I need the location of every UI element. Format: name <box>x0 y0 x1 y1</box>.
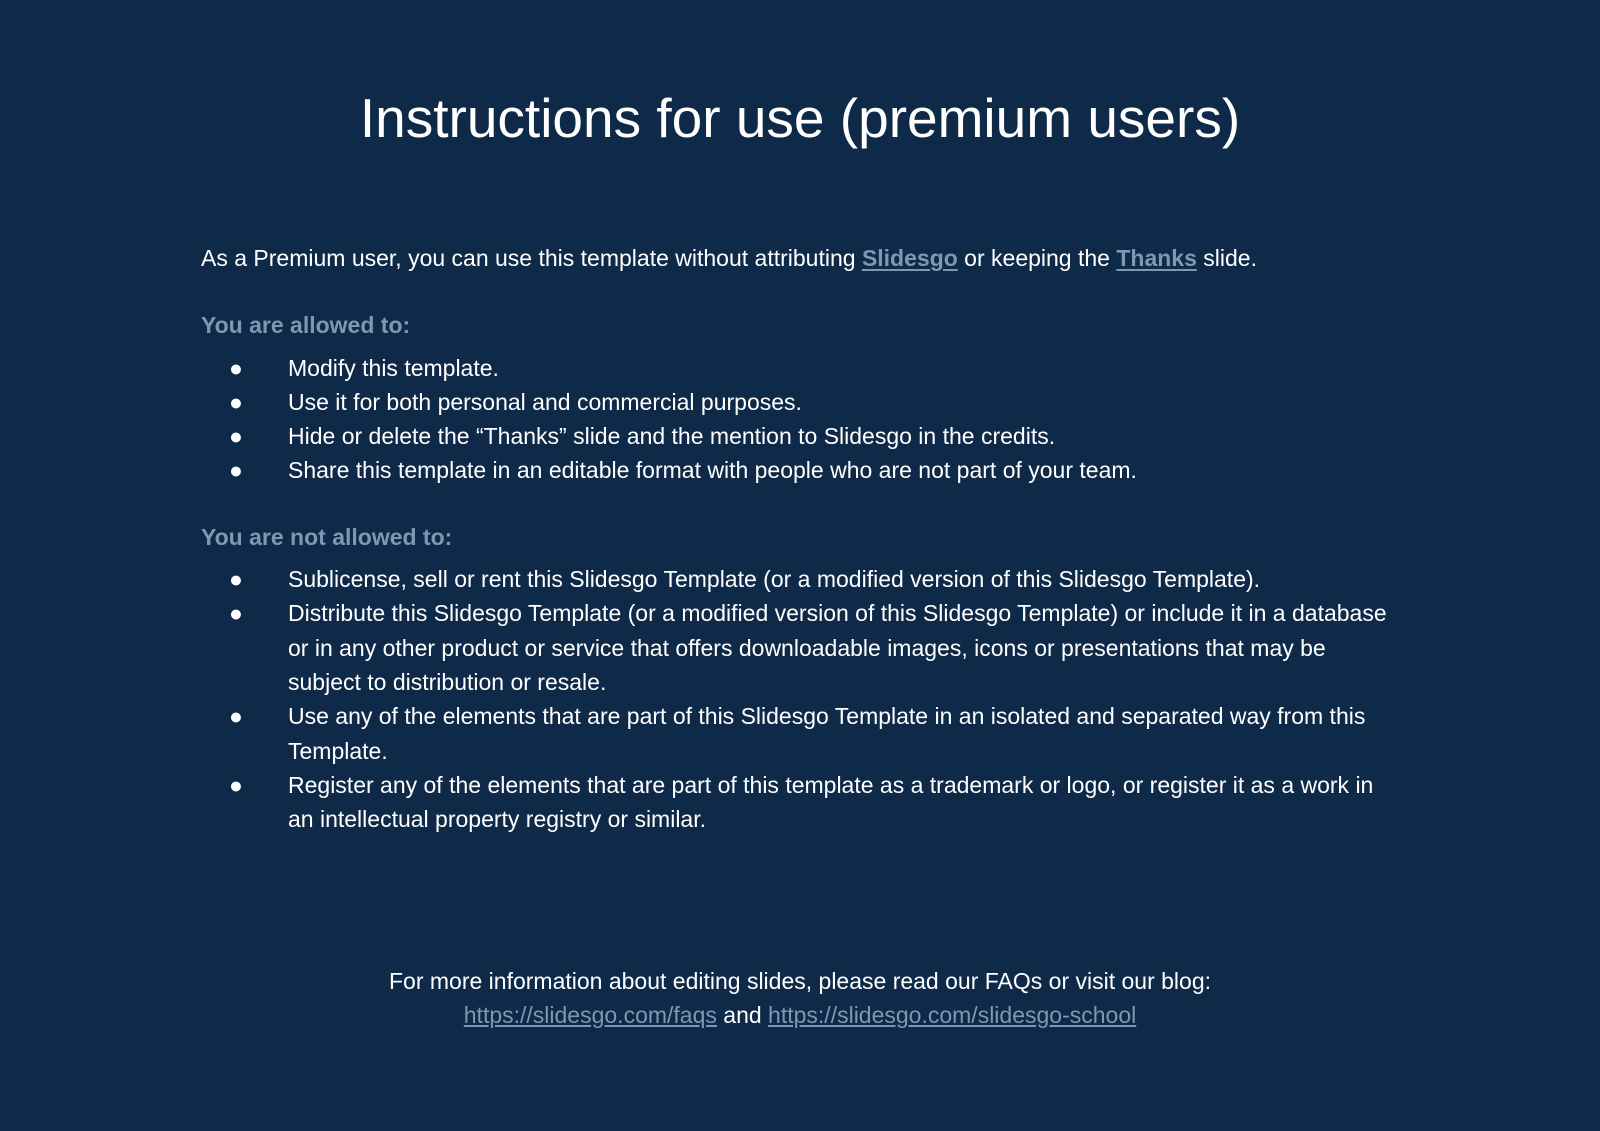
bullet-icon: ● <box>229 423 243 450</box>
footer-joiner: and <box>716 1002 769 1029</box>
list-item <box>201 699 1401 768</box>
allowed-list <box>201 351 1401 488</box>
intro-text-before: As a Premium user, you can use this template without attributing <box>201 245 862 271</box>
list-item <box>201 385 1401 419</box>
list-item-text: Register any of the elements that are part of this template as a trademark or logo, or register it as a work in an intellectual property registry or similar. <box>288 771 1374 833</box>
list-item <box>201 351 1401 385</box>
instructions-body <box>201 241 1401 836</box>
footer-text: For more information about editing slides, please read our FAQs or visit our blog: <box>388 968 1211 994</box>
bullet-icon: ● <box>229 771 243 798</box>
list-item <box>201 596 1401 699</box>
list-item-text: Use it for both personal and commercial purposes. <box>288 388 802 415</box>
list-item <box>201 768 1401 837</box>
intro-text-middle: or keeping the <box>957 245 1117 271</box>
list-item <box>201 562 1401 596</box>
bullet-icon: ● <box>229 388 243 415</box>
bullet-icon: ● <box>229 703 243 730</box>
list-item-text: Use any of the elements that are part of this Slidesgo Template in an isolated and separated way from this Template. <box>288 703 1366 764</box>
thanks-link[interactable]: Thanks <box>1116 245 1197 271</box>
slidesgo-link[interactable]: Slidesgo <box>861 245 958 271</box>
faqs-link[interactable]: https://slidesgo.com/faqs <box>463 1002 717 1029</box>
footer-info <box>0 964 1600 1033</box>
allowed-heading: You are allowed to: <box>201 312 411 339</box>
intro-text-after: slide. <box>1196 245 1257 271</box>
list-item-text: Share this template in an editable format with people who are not part of your team. <box>288 457 1137 484</box>
not-allowed-list <box>201 562 1401 836</box>
list-item <box>201 419 1401 453</box>
list-item-text: Hide or delete the “Thanks” slide and the mention to Slidesgo in the credits. <box>288 423 1056 450</box>
bullet-icon: ● <box>229 600 243 627</box>
bullet-icon: ● <box>229 457 243 484</box>
intro-paragraph <box>201 241 1401 275</box>
bullet-icon: ● <box>229 566 243 593</box>
list-item-text: Sublicense, sell or rent this Slidesgo Template (or a modified version of this Slidesgo Template). <box>288 566 1261 593</box>
footer-links <box>0 998 1600 1032</box>
slide-title: Instructions for use (premium users) <box>359 87 1241 149</box>
list-item-text: Modify this template. <box>288 354 499 381</box>
list-item-text: Distribute this Slidesgo Template (or a modified version of this Slidesgo Template) or include it in a database or in any other product or service that offers downloadable images, icons or presentations that may be subject to distribution or resale. <box>288 600 1387 695</box>
list-item <box>201 453 1401 487</box>
not-allowed-heading: You are not allowed to: <box>201 523 453 550</box>
bullet-icon: ● <box>229 354 243 381</box>
slidesgo-school-link[interactable]: https://slidesgo.com/slidesgo-school <box>768 1002 1137 1029</box>
